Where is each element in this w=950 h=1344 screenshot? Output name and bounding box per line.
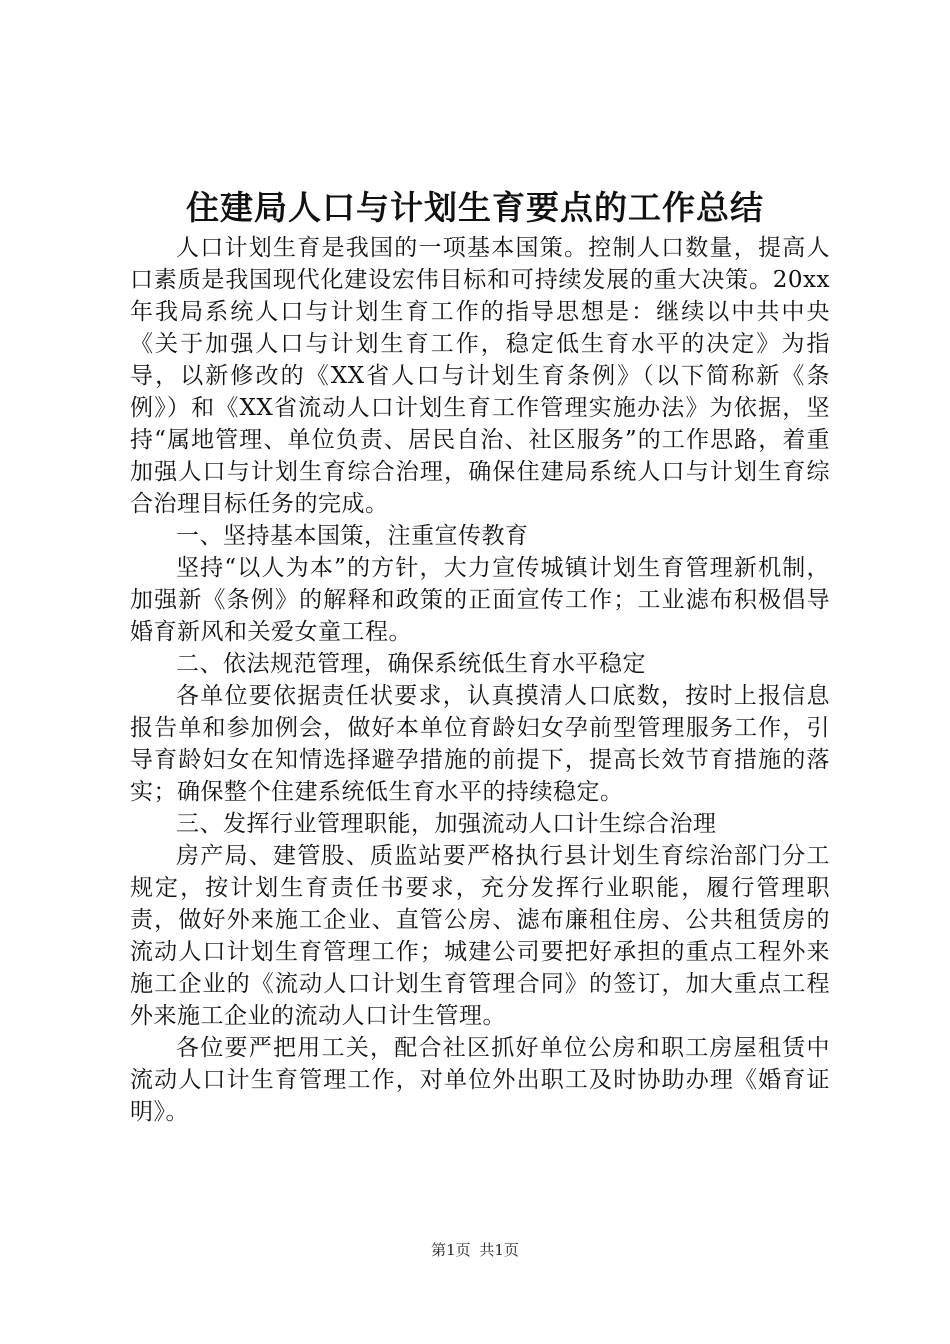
section-paragraph-4: 各位要严把用工关，配合社区抓好单位公房和职工房屋租赁中流动人口计生育管理工作，对单位外出职工及时协助办理《婚育证明》。 bbox=[130, 1035, 830, 1125]
page-footer bbox=[0, 1240, 950, 1260]
section-paragraph-3: 房产局、建管股、质监站要严格执行县计划生育综治部门分工规定，按计划生育责任书要求，充分发挥行业职能，履行管理职责，做好外来施工企业、直管公房、滤布廉租住房、公共租赁房的流动人口计划生育管理工作；城建公司要把好承担的重点工程外来施工企业的《流动人口计划生育管理合同》的签订，加大重点工程外来施工企业的流动人口计生管理。 bbox=[130, 843, 830, 1029]
page-number: 第1页 bbox=[431, 1241, 471, 1259]
document-body bbox=[130, 232, 830, 1128]
section-heading-2: 二、依法规范管理，确保系统低生育水平稳定 bbox=[176, 651, 646, 677]
intro-paragraph: 人口计划生育是我国的一项基本国策。控制人口数量，提高人口素质是我国现代化建设宏伟目标和可持续发展的重大决策。20xx年我局系统人口与计划生育工作的指导思想是：继续以中共中央《关于加强人口与计划生育工作，稳定低生育水平的决定》为指导，以新修改的《XX省人口与计划生育条例》（以下简称新《条例》）和《XX省流动人口计划生育工作管理实施办法》为依据，坚持“属地管理、单位负责、居民自治、社区服务”的工作思路，着重加强人口与计划生育综合治理，确保住建局系统人口与计划生育综合治理目标任务的完成。 bbox=[130, 235, 830, 517]
page-total: 共1页 bbox=[479, 1241, 519, 1259]
section-heading-1: 一、坚持基本国策，注重宣传教育 bbox=[176, 523, 529, 549]
section-paragraph-1: 坚持“以人为本”的方针，大力宣传城镇计划生育管理新机制，加强新《条例》的解释和政策的正面宣传工作；工业滤布积极倡导婚育新风和关爱女童工程。 bbox=[130, 555, 830, 645]
document-title: 住建局人口与计划生育要点的工作总结 bbox=[186, 188, 764, 227]
section-heading-3: 三、发挥行业管理职能，加强流动人口计生综合治理 bbox=[176, 811, 717, 837]
section-paragraph-2: 各单位要依据责任状要求，认真摸清人口底数，按时上报信息报告单和参加例会，做好本单位育龄妇女孕前型管理服务工作，引导育龄妇女在知情选择避孕措施的前提下，提高长效节育措施的落实；确保整个住建系统低生育水平的持续稳定。 bbox=[130, 683, 830, 805]
